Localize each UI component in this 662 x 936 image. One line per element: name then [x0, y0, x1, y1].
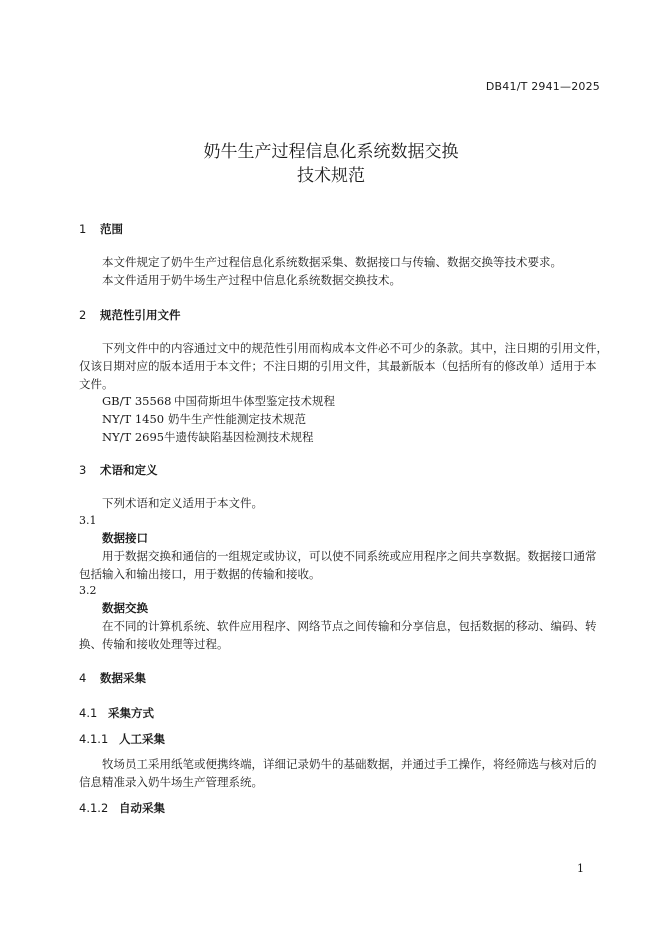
term-number: 3.2	[79, 584, 97, 597]
term-name: 数据接口	[102, 531, 148, 545]
paragraph: 信息精准录入奶牛场生产管理系统。	[79, 775, 263, 789]
reference-title: 牛遗传缺陷基因检测技术规程	[164, 430, 314, 444]
term-number: 3.1	[79, 514, 97, 527]
reference-item	[102, 429, 314, 445]
section-number: 1	[79, 222, 87, 236]
term-definition: 换、传输和接收处理等过程。	[79, 637, 229, 651]
subsection-4-1-heading	[79, 705, 154, 721]
subsection-title: 自动采集	[119, 801, 165, 815]
term-definition: 包括输入和输出接口，用于数据的传输和接收。	[79, 567, 321, 581]
section-3-heading	[79, 462, 158, 478]
section-number: 3	[79, 463, 87, 477]
reference-item	[102, 411, 306, 427]
paragraph: 本文件规定了奶牛生产过程信息化系统数据采集、数据接口与传输、数据交换等技术要求。	[102, 255, 562, 269]
subsection-number: 4.1.2	[79, 801, 109, 815]
term-definition: 在不同的计算机系统、软件应用程序、网络节点之间传输和分享信息，包括数据的移动、编码、转	[102, 619, 597, 633]
paragraph: 文件。	[79, 377, 114, 391]
paragraph: 下列术语和定义适用于本文件。	[102, 496, 263, 510]
reference-title: 中国荷斯坦牛体型鉴定技术规程	[174, 394, 335, 408]
section-number: 2	[79, 308, 87, 322]
standard-number: DB41/T 2941—2025	[485, 80, 600, 93]
paragraph: 下列文件中的内容通过文中的规范性引用而构成本文件必不可少的条款。其中，注日期的引用文件，	[102, 341, 608, 355]
section-title: 规范性引用文件	[100, 308, 181, 322]
subsection-number: 4.1.1	[79, 732, 109, 746]
page-number: 1	[577, 862, 584, 875]
section-2-heading	[79, 307, 181, 323]
subsection-number: 4.1	[79, 706, 98, 720]
paragraph: 牧场员工采用纸笔或便携终端，详细记录奶牛的基础数据，并通过手工操作，将经筛选与核对后的	[102, 757, 597, 771]
section-number: 4	[79, 671, 87, 685]
reference-item	[102, 393, 335, 409]
subsection-title: 人工采集	[119, 732, 165, 746]
reference-code: NY/T 1450	[102, 412, 165, 426]
document-title-line2: 技术规范	[297, 166, 365, 186]
section-1-heading	[79, 221, 123, 237]
section-title: 范围	[100, 222, 123, 236]
reference-code: GB/T 35568	[102, 394, 172, 408]
paragraph: 本文件适用于奶牛场生产过程中信息化系统数据交换技术。	[102, 273, 401, 287]
paragraph: 仅该日期对应的版本适用于本文件；不注日期的引用文件，其最新版本（包括所有的修改单）适用于本	[79, 359, 597, 373]
subsection-4-1-1-heading	[79, 731, 165, 747]
document-title-line1: 奶牛生产过程信息化系统数据交换	[203, 142, 459, 162]
subsection-4-1-2-heading	[79, 800, 165, 816]
reference-code: NY/T 2695	[102, 430, 165, 444]
section-title: 术语和定义	[100, 463, 158, 477]
term-name: 数据交换	[102, 601, 148, 615]
reference-title: 奶牛生产性能测定技术规范	[168, 412, 306, 426]
section-4-heading	[79, 670, 146, 686]
term-definition: 用于数据交换和通信的一组规定或协议，可以使不同系统或应用程序之间共享数据。数据接口通常	[102, 549, 597, 563]
subsection-title: 采集方式	[108, 706, 154, 720]
section-title: 数据采集	[100, 671, 146, 685]
